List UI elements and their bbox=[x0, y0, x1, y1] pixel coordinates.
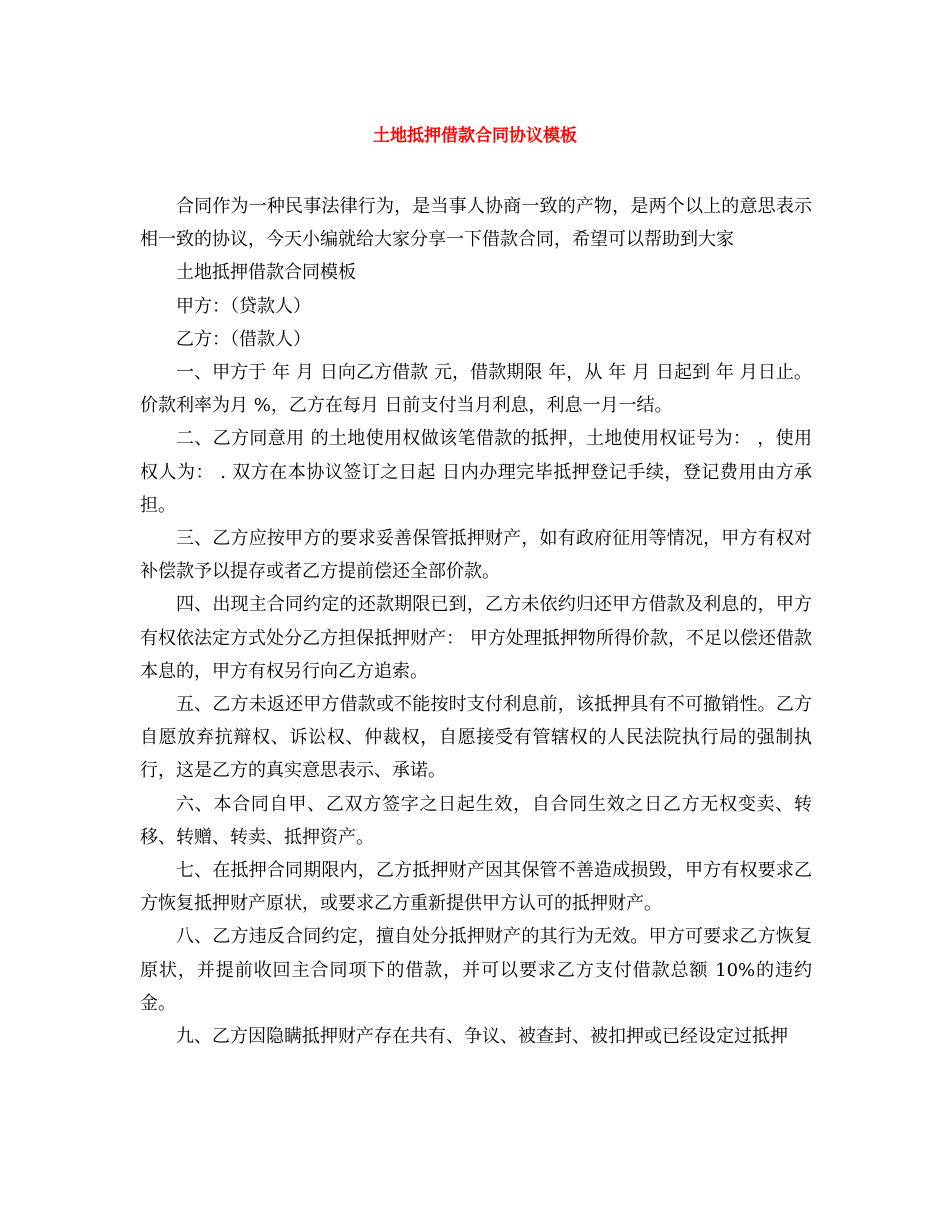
clause-4: 四、出现主合同约定的还款期限已到，乙方未依约归还甲方借款及利息的，甲方有权依法定方式处分乙方担保抵押财产： 甲方处理抵押物所得价款，不足以偿还借款本息的，甲方有权另行向乙方追索。 bbox=[140, 594, 812, 682]
clause-9: 九、乙方因隐瞒抵押财产存在共有、争议、被查封、被扣押或已经设定过抵押 bbox=[176, 1026, 788, 1048]
paragraph-intro: 合同作为一种民事法律行为，是当事人协商一致的产物，是两个以上的意思表示相一致的协议，今天小编就给大家分享一下借款合同，希望可以帮助到大家 bbox=[140, 196, 812, 251]
document-title: 土地抵押借款合同协议模板 bbox=[373, 126, 577, 146]
clause-8: 八、乙方违反合同约定，擅自处分抵押财产的其行为无效。甲方可要求乙方恢复原状，并提前收回主合同项下的借款，并可以要求乙方支付借款总额 10%的违约金。 bbox=[140, 926, 812, 1014]
document-body bbox=[140, 190, 812, 1053]
paragraph-party-b: 乙方：（借款人） bbox=[176, 328, 311, 350]
paragraph-party-a: 甲方：（贷款人） bbox=[176, 295, 311, 317]
clause-7: 七、在抵押合同期限内，乙方抵押财产因其保管不善造成损毁，甲方有权要求乙方恢复抵押财产原状，或要求乙方重新提供甲方认可的抵押财产。 bbox=[140, 860, 812, 915]
clause-2: 二、乙方同意用 的土地使用权做该笔借款的抵押，土地使用权证号为： ，使用权人为： . 双方在本协议签订之日起 日内办理完毕抵押登记手续，登记费用由方承担。 bbox=[140, 428, 812, 516]
clause-5: 五、乙方未返还甲方借款或不能按时支付利息前，该抵押具有不可撤销性。乙方自愿放弃抗辩权、诉讼权、仲裁权，自愿接受有管辖权的人民法院执行局的强制执行，这是乙方的真实意思表示、承诺。 bbox=[140, 694, 812, 782]
clause-3: 三、乙方应按甲方的要求妥善保管抵押财产，如有政府征用等情况，甲方有权对补偿款予以提存或者乙方提前偿还全部价款。 bbox=[140, 528, 812, 583]
paragraph-subtitle: 土地抵押借款合同模板 bbox=[176, 262, 356, 284]
clause-6: 六、本合同自甲、乙双方签字之日起生效，自合同生效之日乙方无权变卖、转移、转赠、转卖、抵押资产。 bbox=[140, 793, 812, 848]
clause-1: 一、甲方于 年 月 日向乙方借款 元，借款期限 年，从 年 月 日起到 年 月日止。价款利率为月 %，乙方在每月 日前支付当月利息，利息一月一结。 bbox=[140, 362, 812, 417]
